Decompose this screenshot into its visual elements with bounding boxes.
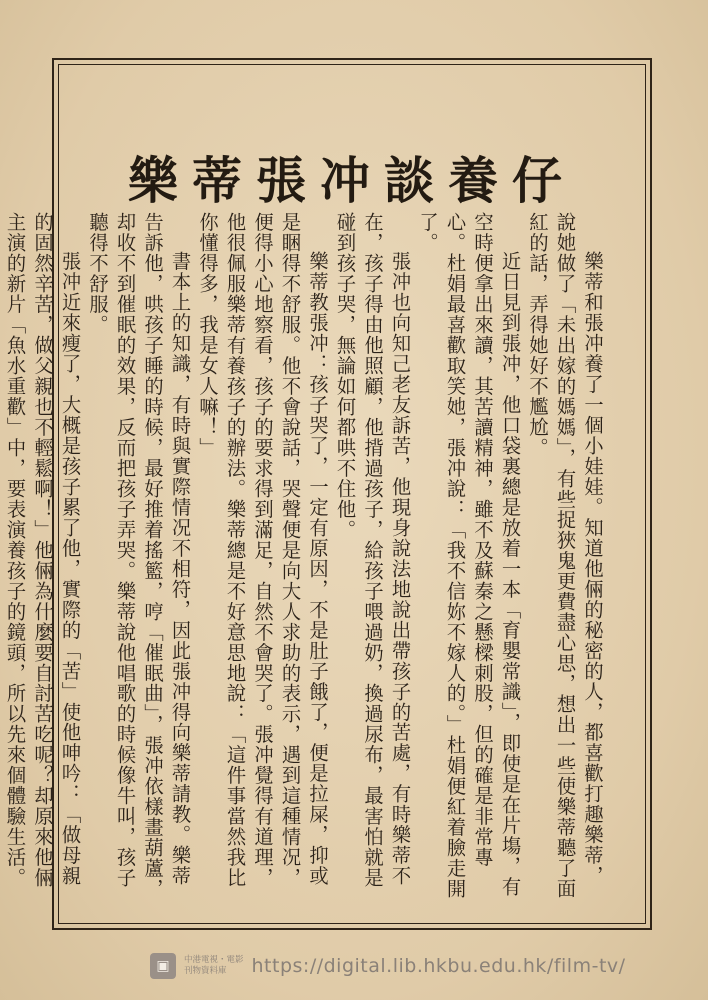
archive-watermark xyxy=(150,946,670,986)
paragraph: 樂蒂教張冲：孩子哭了，一定有原因，不是肚子餓了，便是拉屎，抑或是睏得不舒服。他不會說話，哭聲便是向大人求助的表示，遇到這種情况，便得小心地察看，孩子的要求得到滿足，自然不會哭了。張冲覺得有道理，他很佩服樂蒂有養孩子的辦法。樂蒂總是不好意思地說：「這件事當然我比你懂得多，我是女人嘛！」 xyxy=(196,212,329,889)
archive-url[interactable]: https://digital.lib.hkbu.edu.hk/film-tv/ xyxy=(251,955,626,977)
archive-name-line1: 中港電視・電影 xyxy=(184,955,244,965)
paragraph: 近日見到張冲，他口袋裏總是放着一本「育嬰常識」，即使是在片塲，有空時便拿出來讀，其苦讀精神，雖不及蘇秦之懸樑刺股，但的確是非常專心。杜娟最喜歡取笑她，張冲說：「我不信妳不嫁人的。」杜娟便紅着臉走開了。 xyxy=(416,212,522,900)
article-body xyxy=(3,212,606,902)
film-archive-logo-icon: ▣ xyxy=(150,953,176,979)
paragraph: 張冲近來瘦了，大概是孩子累了他，實際的「苦」使他呻吟：「做母親的固然辛苦，做父親也不輕鬆啊！」他倆為什麼要自討苦吃呢？却原來他倆主演的新片「魚水重歡」中，要表演養孩子的鏡頭，所以先來個體驗生活。 xyxy=(3,212,82,889)
paragraph: 書本上的知識，有時與實際情况不相符，因此張冲得向樂蒂請教。樂蒂告訴他，哄孩子睡的時候，最好推着搖籃，哼「催眠曲」，張冲依樣畫葫蘆，却收不到催眠的效果，反而把孩子弄哭。樂蒂說他唱歌的時候像牛叫，孩子聽得不舒服。 xyxy=(86,212,192,900)
archive-name-line2: 刊物資料庫 xyxy=(184,966,227,976)
paragraph: 樂蒂和張冲養了一個小娃娃。知道他倆的秘密的人，都喜歡打趣樂蒂，說她做了「未出嫁的媽媽」，有些捉狹鬼更費盡心思，想出一些使樂蒂聽了面紅的話，弄得她好不尷尬。 xyxy=(526,212,604,900)
archive-name xyxy=(184,955,244,977)
article-title: 樂蒂張冲談養仔 xyxy=(128,150,576,210)
paragraph: 張冲也向知己老友訴苦，他現身說法地說出帶孩子的苦處，有時樂蒂不在，孩子得由他照顧，他揹過孩子，給孩子喂過奶，換過尿布，最害怕就是碰到孩子哭，無論如何都哄不住他。 xyxy=(333,212,412,889)
